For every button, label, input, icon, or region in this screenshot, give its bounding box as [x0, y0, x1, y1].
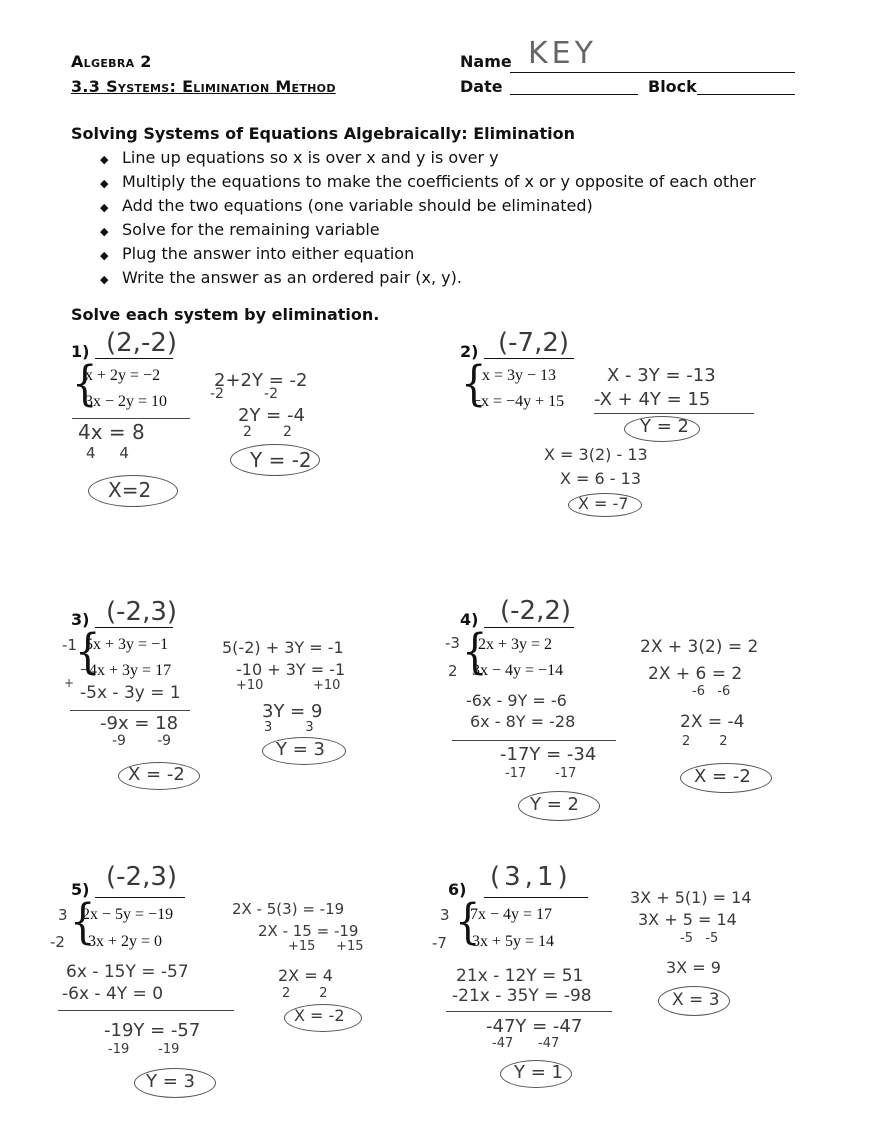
problem-number: 1): [71, 342, 90, 361]
work-step: 2X = -4: [680, 712, 745, 732]
answer-value: (-2,3): [106, 597, 178, 627]
equation-1: 2x + 3y = 2: [478, 636, 553, 653]
step-item: ◆ Add the two equations (one variable should be eliminated): [100, 194, 756, 218]
work-result: Y = 3: [276, 739, 325, 760]
block-label: Block: [648, 77, 697, 96]
work-step: 6x - 8Y = -28: [470, 712, 576, 731]
work-step: 2X - 5(3) = -19: [232, 900, 345, 918]
work-step: -9x = 18: [100, 713, 179, 734]
problem-number: 3): [71, 610, 90, 629]
system-brace: {: [462, 624, 488, 680]
date-label: Date: [460, 77, 503, 96]
sum-line: [72, 418, 190, 419]
course-title: Algebra 2: [71, 52, 152, 71]
work-step: 3 3: [264, 720, 314, 735]
date-field[interactable]: [510, 76, 638, 95]
equation-2: 3x − 4y = −14: [472, 662, 564, 679]
equation-2: 3x + 2y = 0: [88, 933, 163, 950]
equation-1: 2x − 5y = −19: [82, 906, 174, 923]
equation-1: 5x + 3y = −1: [85, 636, 169, 653]
system-brace: {: [72, 356, 98, 412]
multiplier: -3: [445, 634, 460, 652]
work-step: 2X = 4: [278, 966, 333, 985]
work-step: -5 -5: [680, 931, 719, 946]
instructions: Solve each system by elimination.: [71, 305, 380, 324]
equation-2: 3x − 2y = 10: [85, 393, 168, 410]
work-result: X = -2: [294, 1006, 345, 1025]
problem-number: 2): [460, 342, 479, 361]
work-result: Y = 1: [514, 1062, 563, 1083]
work-step: -X + 4Y = 15: [594, 389, 711, 410]
equation-1: 7x − 4y = 17: [470, 906, 553, 923]
work-result: X = -7: [578, 494, 629, 513]
answer-value: (-2,2): [500, 596, 572, 626]
sum-line: [594, 413, 754, 414]
work-step: -10 + 3Y = -1: [236, 660, 346, 679]
work-step: 2 2: [282, 986, 328, 1001]
diamond-bullet-icon: ◆: [100, 177, 109, 190]
work-result: Y = 2: [530, 794, 579, 815]
work-step: 3Y = 9: [262, 701, 323, 722]
problem-number: 6): [448, 880, 467, 899]
equation-2: 3x + 5y = 14: [472, 933, 555, 950]
answer-value: (2,-2): [106, 328, 178, 358]
diamond-bullet-icon: ◆: [100, 249, 109, 262]
answer-value: (-7,2): [498, 328, 570, 358]
step-item: ◆ Line up equations so x is over x and y is over y: [100, 146, 756, 170]
work-step: +15 +15: [288, 939, 364, 954]
work-step: 3X = 9: [666, 958, 721, 977]
work-step: 5(-2) + 3Y = -1: [222, 638, 344, 657]
name-field[interactable]: [510, 36, 795, 73]
sum-line: [446, 1011, 612, 1012]
work-step: -6 -6: [692, 684, 731, 699]
sum-line: [58, 1010, 234, 1011]
system-brace: {: [75, 624, 101, 680]
intro-title: Solving Systems of Equations Algebraically: Elimination: [71, 124, 575, 143]
step-item: ◆ Plug the answer into either equation: [100, 242, 756, 266]
step-item: ◆ Solve for the remaining variable: [100, 218, 756, 242]
equation-2: −4x + 3y = 17: [80, 662, 172, 679]
work-result: Y = 3: [146, 1071, 195, 1092]
work-step: -6x - 4Y = 0: [62, 984, 164, 1004]
work-step: -6x - 9Y = -6: [466, 691, 567, 710]
work-step: 3X + 5(1) = 14: [630, 888, 752, 907]
answer-value: (3,1): [490, 862, 572, 892]
step-item: ◆ Multiply the equations to make the coefficients of x or y opposite of each other: [100, 170, 756, 194]
equation-2: −x = −4y + 15: [472, 393, 565, 410]
work-step: 4 4: [86, 444, 129, 462]
work-result: Y = 2: [640, 416, 689, 437]
work-step: -47 -47: [492, 1036, 560, 1051]
work-step: X = 6 - 13: [560, 469, 642, 488]
work-result: X = 3: [672, 990, 720, 1010]
work-step: 6x - 15Y = -57: [66, 962, 189, 982]
work-step: X = 3(2) - 13: [544, 445, 648, 464]
work-step: -17 -17: [505, 766, 577, 781]
work-step: -21x - 35Y = -98: [452, 986, 592, 1006]
work-step: 3X + 5 = 14: [638, 910, 737, 929]
multiplier: 3: [58, 906, 68, 924]
diamond-bullet-icon: ◆: [100, 153, 109, 166]
work-step: X - 3Y = -13: [607, 365, 716, 386]
multiplier: -2: [50, 933, 65, 951]
multiplier: 2: [448, 662, 458, 680]
work-result: Y = -2: [250, 448, 312, 472]
work-step: 2X + 3(2) = 2: [640, 637, 759, 657]
system-brace: {: [461, 356, 487, 412]
work-step: -19 -19: [108, 1042, 180, 1057]
work-step: 2+2Y = -2: [214, 370, 308, 391]
system-brace: {: [70, 894, 96, 950]
multiplier: -7: [432, 934, 447, 952]
equation-1: x + 2y = −2: [85, 367, 161, 384]
work-step: 2X - 15 = -19: [258, 922, 359, 940]
multiplier: 3: [440, 906, 450, 924]
work-step: -17Y = -34: [500, 744, 597, 765]
work-step: 4x = 8: [78, 420, 145, 444]
work-step: -9 -9: [112, 733, 172, 749]
lesson-title: 3.3 Systems: Elimination Method: [71, 77, 336, 96]
problem-number: 5): [71, 880, 90, 899]
sum-line: [452, 740, 616, 741]
sum-line: [70, 710, 190, 711]
answer-value: (-2,3): [106, 862, 178, 892]
diamond-bullet-icon: ◆: [100, 225, 109, 238]
name-label: Name: [460, 52, 512, 71]
steps-list: [100, 146, 756, 290]
multiplier: -1: [62, 636, 77, 654]
step-item: ◆ Write the answer as an ordered pair (x, y).: [100, 266, 756, 290]
work-step: -19Y = -57: [104, 1020, 201, 1041]
multiplier: +: [64, 676, 75, 690]
work-step: -2 -2: [210, 386, 278, 402]
diamond-bullet-icon: ◆: [100, 201, 109, 214]
block-field[interactable]: [697, 76, 795, 95]
work-step: 2Y = -4: [238, 405, 305, 426]
work-result: X=2: [108, 478, 152, 502]
work-step: -5x - 3y = 1: [80, 683, 181, 703]
work-step: 2 2: [243, 424, 292, 440]
work-step: 2X + 6 = 2: [648, 664, 743, 684]
diamond-bullet-icon: ◆: [100, 273, 109, 286]
name-value: KEY: [528, 36, 597, 71]
problem-number: 4): [460, 610, 479, 629]
work-step: +10 +10: [236, 678, 341, 693]
work-step: -47Y = -47: [486, 1016, 583, 1037]
system-brace: {: [455, 894, 481, 950]
work-step: 2 2: [682, 734, 728, 749]
work-step: 21x - 12Y = 51: [456, 966, 584, 986]
equation-1: x = 3y − 13: [482, 367, 557, 384]
work-result: X = -2: [694, 766, 751, 787]
work-result: X = -2: [128, 764, 185, 785]
